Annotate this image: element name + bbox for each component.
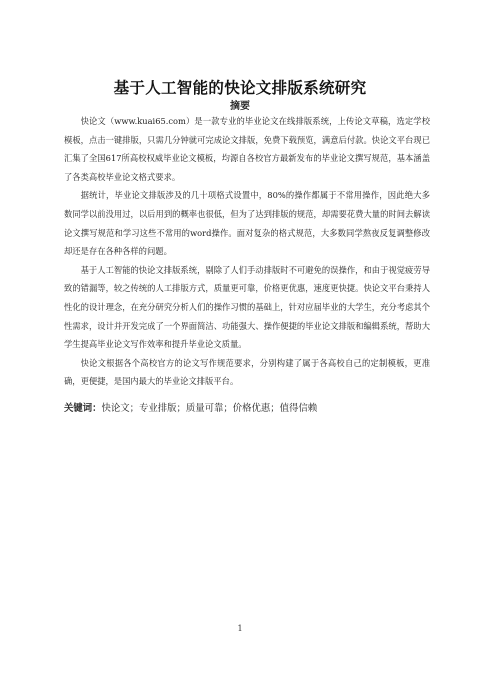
keywords-text: 快论文；专业排版；质量可靠；价格优惠；值得信赖 <box>101 403 318 414</box>
abstract-heading: 摘要 <box>230 101 250 112</box>
keywords-line <box>64 400 434 414</box>
abstract-paragraph-4: 快论文根据各个高校官方的论文写作规范要求，分别构建了属于各高校自己的定制模板，更准确，更便捷，是国内最大的毕业论文排版平台。 <box>64 357 430 387</box>
abstract-paragraph-3: 基于人工智能的快论文排版系统，剔除了人们手动排版时不可避免的误操作，和由于视觉疲劳导致的错漏等，较之传统的人工排版方式，质量更可靠，价格更优惠，速度更快捷。快论文平台秉持人性化的设计理念，在充分研究分析人们的操作习惯的基础上，针对应届毕业的大学生，充分考虑其个性需求，设计并开发完成了一个界面简洁、功能强大、操作便捷的毕业论文排版和编辑系统，帮助大学生提高毕业论文写作效率和提升毕业论文质量。 <box>64 264 430 350</box>
page-number: 1 <box>237 624 243 633</box>
abstract-paragraph-1: 快论文（www.kuai65.com）是一款专业的毕业论文在线排版系统，上传论文草稿，选定学校模板，点击一键排版，只需几分钟就可完成论文排版，免费下载预览，满意后付款。快论文平台现已汇集了全国617所高校权威毕业论文模板，均源自各校官方最新发布的毕业论文撰写规范，基本涵盖了各类高校毕业论文格式要求。 <box>64 116 430 182</box>
document-title: 基于人工智能的快论文排版系统研究 <box>113 79 367 97</box>
keywords-label: 关键词： <box>64 403 102 414</box>
abstract-paragraph-2: 据统计，毕业论文排版涉及的几十项格式设置中，80%的操作都属于不常用操作，因此绝大多数同学以前没用过，以后用到的概率也很低，但为了达到排版的规范，却需要花费大量的时间去解读论文撰写规范和学习这些不常用的word操作。面对复杂的格式规范，大多数同学熬夜反复调整修改却还是存在各种各样的问题。 <box>64 190 430 257</box>
abstract-body <box>64 112 430 391</box>
